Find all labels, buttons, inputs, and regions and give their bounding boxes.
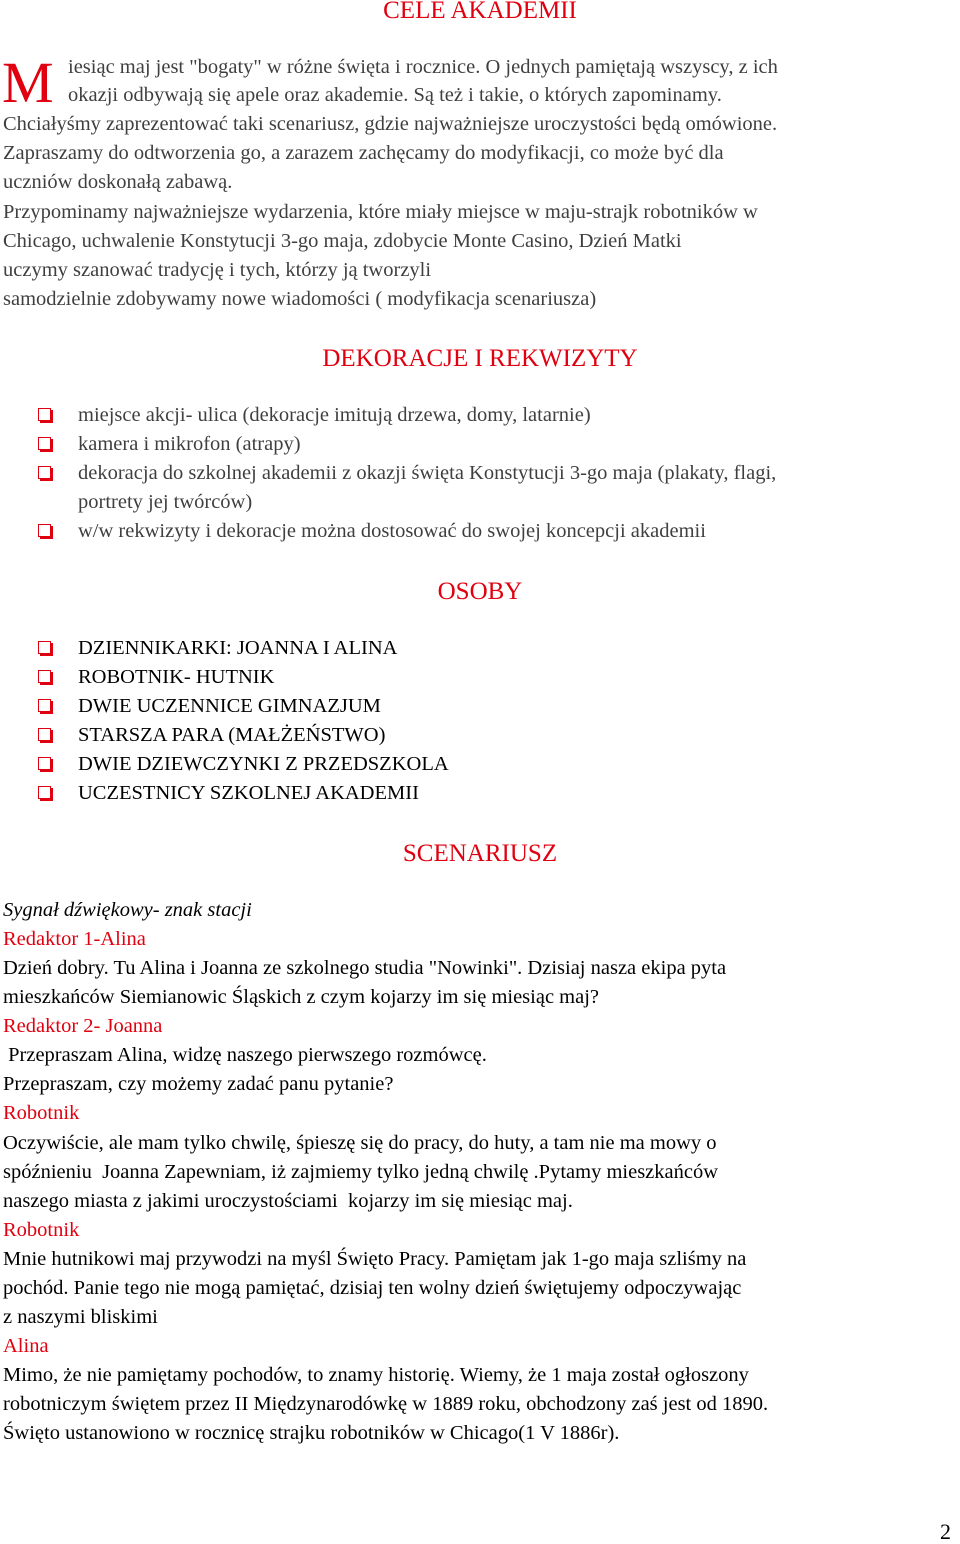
bullet-icon	[38, 786, 51, 799]
goals-line-2: Chicago, uchwalenie Konstytucji 3-go maja, zdobycie Monte Casino, Dzień Matki	[3, 230, 682, 252]
dialogue-line: Mnie hutnikowi maj przywodzi na myśl Święto Pracy. Pamiętam jak 1-go maja szliśmy na	[3, 1248, 747, 1270]
dialogue-line: mieszkańców Siemianowic Śląskich z czym kojarzy im się miesiąc maj?	[3, 986, 600, 1008]
decorations-item-1: miejsce akcji- ulica (dekoracje imitują drzewa, domy, latarnie)	[78, 404, 591, 426]
bullet-icon	[38, 524, 51, 537]
decorations-item-4: w/w rekwizyty i dekoracje można dostosować do swojej koncepcji akademii	[78, 520, 706, 542]
bullet-icon	[38, 641, 51, 654]
intro-line-1: iesiąc maj jest "bogaty" w różne święta i rocznice. O jednych pamiętają wszyscy, z ich	[68, 56, 778, 78]
goals-line-1: Przypominamy najważniejsze wydarzenia, które miały miejsce w maju-strajk robotników w	[3, 201, 758, 223]
speaker-label: Redaktor 2- Joanna	[3, 1015, 163, 1037]
decorations-item-3: dekoracja do szkolnej akademii z okazji święta Konstytucji 3-go maja (plakaty, flagi,	[78, 462, 777, 484]
intro-line-5: uczniów doskonałą zabawą.	[3, 171, 233, 193]
speaker-label: Redaktor 1-Alina	[3, 928, 146, 950]
dialogue-line: naszego miasta z jakimi uroczystościami kojarzy im się miesiąc maj.	[3, 1190, 573, 1212]
intro-line-3: Chciałyśmy zaprezentować taki scenariusz, gdzie najważniejsze uroczystości będą omówione.	[3, 113, 778, 135]
stage-direction: Sygnał dźwiękowy- znak stacji	[3, 899, 252, 921]
decorations-heading: DEKORACJE I REKWIZYTY	[322, 345, 638, 372]
page-title: CELE AKADEMII	[383, 0, 577, 24]
bullet-icon	[38, 408, 51, 421]
persons-item-5: DWIE DZIEWCZYNKI Z PRZEDSZKOLA	[78, 753, 449, 775]
persons-item-4: STARSZA PARA (MAŁŻEŃSTWO)	[78, 724, 386, 746]
dialogue-line: Przepraszam, czy możemy zadać panu pytanie?	[3, 1073, 394, 1095]
speaker-label: Alina	[3, 1335, 49, 1357]
dialogue-line: z naszymi bliskimi	[3, 1306, 158, 1328]
persons-item-3: DWIE UCZENNICE GIMNAZJUM	[78, 695, 381, 717]
speaker-label: Robotnik	[3, 1102, 80, 1124]
bullet-icon	[38, 699, 51, 712]
dialogue-line: Święto ustanowiono w rocznicę strajku robotników w Chicago(1 V 1886r).	[3, 1422, 620, 1444]
decorations-item-2: kamera i mikrofon (atrapy)	[78, 433, 301, 455]
persons-item-2: ROBOTNIK- HUTNIK	[78, 666, 275, 688]
persons-item-6: UCZESTNICY SZKOLNEJ AKADEMII	[78, 782, 419, 804]
intro-line-4: Zapraszamy do odtworzenia go, a zarazem zachęcamy do modyfikacji, co może być dla	[3, 142, 724, 164]
bullet-icon	[38, 670, 51, 683]
goals-line-4: samodzielnie zdobywamy nowe wiadomości ( modyfikacja scenariusza)	[3, 288, 597, 310]
bullet-icon	[38, 728, 51, 741]
dialogue-line: Mimo, że nie pamiętamy pochodów, to znamy historię. Wiemy, że 1 maja został ogłoszony	[3, 1364, 749, 1386]
intro-line-2: okazji odbywają się apele oraz akademie. Są też i takie, o których zapominamy.	[68, 84, 722, 106]
dialogue-line: Dzień dobry. Tu Alina i Joanna ze szkolnego studia "Nowinki". Dzisiaj nasza ekipa pyta	[3, 957, 727, 979]
dialogue-line: spóźnieniu Joanna Zapewniam, iż zajmiemy tylko jedną chwilę .Pytamy mieszkańców	[3, 1161, 719, 1183]
goals-line-3: uczymy szanować tradycję i tych, którzy ją tworzyli	[3, 259, 432, 281]
persons-heading: OSOBY	[437, 578, 523, 605]
bullet-icon	[38, 757, 51, 770]
speaker-label: Robotnik	[3, 1219, 80, 1241]
persons-item-1: DZIENNIKARKI: JOANNA I ALINA	[78, 637, 398, 659]
drop-cap: M	[2, 50, 54, 115]
dialogue-line: Przepraszam Alina, widzę naszego pierwszego rozmówcę.	[3, 1044, 487, 1066]
bullet-icon	[38, 437, 51, 450]
page-number: 2	[940, 1519, 951, 1544]
dialogue-line: robotniczym świętem przez II Międzynarodówkę w 1889 roku, obchodzony zaś jest od 1890.	[3, 1393, 769, 1415]
bullet-icon	[38, 466, 51, 479]
decorations-item-3-cont: portrety jej twórców)	[78, 491, 253, 513]
dialogue-line: Oczywiście, ale mam tylko chwilę, śpieszę się do pracy, do huty, a tam nie ma mowy o	[3, 1132, 717, 1154]
dialogue-line: pochód. Panie tego nie mogą pamiętać, dzisiaj ten wolny dzień świętujemy odpoczywając	[3, 1277, 742, 1299]
script-heading: SCENARIUSZ	[402, 840, 558, 867]
